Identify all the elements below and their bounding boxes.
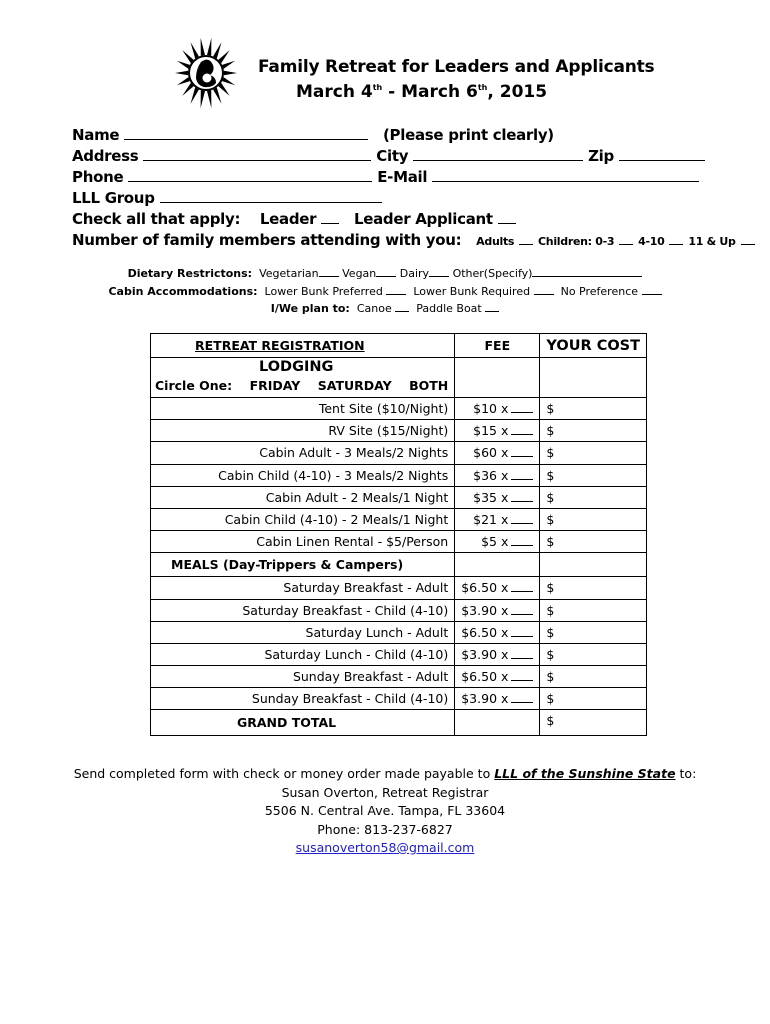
plan-canoe-field[interactable] — [395, 302, 409, 312]
lodging-cost[interactable]: $ — [540, 464, 647, 486]
table-row — [151, 621, 647, 643]
sun-ray — [213, 87, 221, 104]
grand-total-row — [151, 710, 647, 736]
children-11-up-label: 11 & Up — [688, 235, 736, 248]
dietary-vegetarian: Vegetarian — [259, 267, 319, 280]
lodging-fee: $35 x — [473, 489, 509, 505]
cabin-label: Cabin Accommodations: — [108, 285, 258, 298]
leader-label: Leader — [259, 210, 317, 228]
grand-total-label: GRAND TOTAL — [151, 710, 455, 736]
meal-fee-cell — [455, 599, 540, 621]
table-row — [151, 486, 647, 508]
lll-group-field[interactable] — [160, 189, 382, 203]
sun-ray — [201, 90, 205, 108]
children-4-10-label: 4-10 — [638, 235, 665, 248]
lodging-quantity-field[interactable] — [511, 514, 533, 524]
meals-header-row — [151, 553, 647, 577]
sun-ray — [182, 83, 193, 96]
phone-label: Phone — [72, 168, 124, 186]
meal-rows — [151, 577, 647, 710]
contact-email-link[interactable]: susanoverton58@gmail.com — [295, 840, 475, 855]
meal-quantity-field[interactable] — [511, 649, 533, 659]
sun-ray — [207, 38, 211, 56]
meal-fee-cell — [455, 621, 540, 643]
lll-group-row — [72, 189, 382, 207]
lodging-desc: Cabin Adult - 3 Meals/2 Nights — [151, 442, 455, 464]
meal-fee: $3.90 x — [461, 646, 509, 662]
plan-canoe: Canoe — [356, 302, 392, 315]
city-field[interactable] — [413, 147, 583, 161]
meal-fee: $6.50 x — [461, 669, 509, 685]
lodging-cost[interactable]: $ — [540, 531, 647, 553]
meal-cost[interactable]: $ — [540, 577, 647, 599]
meal-fee: $3.90 x — [461, 602, 509, 618]
dietary-other: Other(Specify) — [452, 267, 533, 280]
meal-fee-cell — [455, 688, 540, 710]
org-name: LLL of the Sunshine State — [494, 766, 676, 781]
dietary-vegetarian-field[interactable] — [319, 267, 339, 277]
lodging-desc: Cabin Linen Rental - $5/Person — [151, 531, 455, 553]
circle-both[interactable]: BOTH — [409, 378, 449, 393]
family-members-row — [72, 231, 755, 249]
lodging-desc: Cabin Child (4-10) - 3 Meals/2 Nights — [151, 464, 455, 486]
children-4-10-field[interactable] — [669, 235, 683, 245]
dietary-label: Dietary Restrictons: — [127, 267, 253, 280]
email-field[interactable] — [432, 168, 699, 182]
cabin-no-preference: No Preference — [560, 285, 639, 298]
meal-fee: $6.50 x — [461, 580, 509, 596]
contact-phone: Phone: 813-237-6827 — [317, 822, 453, 837]
plan-paddle-boat: Paddle Boat — [416, 302, 482, 315]
meal-fee-cell — [455, 577, 540, 599]
lodging-fee-cell — [455, 398, 540, 420]
phone-field[interactable] — [128, 168, 372, 182]
dietary-vegan-field[interactable] — [376, 267, 396, 277]
lodging-fee: $10 x — [473, 401, 509, 417]
name-field[interactable] — [124, 126, 368, 140]
lodging-fee: $60 x — [473, 445, 509, 461]
children-0-3-field[interactable] — [619, 235, 633, 245]
lodging-quantity-field[interactable] — [511, 492, 533, 502]
table-row — [151, 599, 647, 621]
address-field[interactable] — [143, 147, 371, 161]
lodging-cost[interactable]: $ — [540, 508, 647, 530]
meal-fee-cell — [455, 643, 540, 665]
dietary-dairy-field[interactable] — [429, 267, 449, 277]
lodging-desc: Cabin Child (4-10) - 2 Meals/1 Night — [151, 508, 455, 530]
meal-desc: Saturday Breakfast - Adult — [151, 577, 455, 599]
sun-ray — [207, 90, 211, 108]
meal-cost[interactable]: $ — [540, 621, 647, 643]
lodging-desc: Tent Site ($10/Night) — [151, 398, 455, 420]
lodging-fee-cell — [455, 486, 540, 508]
meal-desc: Saturday Lunch - Child (4-10) — [151, 643, 455, 665]
table-row — [151, 442, 647, 464]
circle-friday[interactable]: FRIDAY — [249, 378, 301, 393]
dietary-other-field[interactable] — [532, 267, 642, 277]
send-to: to: — [675, 766, 697, 781]
table-header-row — [151, 334, 647, 358]
circle-saturday[interactable]: SATURDAY — [317, 378, 392, 393]
lodging-quantity-field[interactable] — [511, 425, 533, 435]
sun-ray — [222, 77, 235, 85]
sun-ray — [218, 83, 229, 96]
sun-ray — [177, 61, 190, 69]
sun-ray — [201, 38, 205, 56]
table-row — [151, 464, 647, 486]
lodging-fee-cell — [455, 508, 540, 530]
dietary-dairy: Dairy — [399, 267, 430, 280]
adults-field[interactable] — [519, 235, 533, 245]
meal-desc: Sunday Breakfast - Adult — [151, 666, 455, 688]
lodging-rows — [151, 398, 647, 553]
name-row — [72, 126, 554, 144]
name-label: Name — [72, 126, 120, 144]
table-row — [151, 688, 647, 710]
meal-quantity-field[interactable] — [511, 605, 533, 615]
meal-fee: $3.90 x — [461, 691, 509, 707]
lodging-fee-cell — [455, 442, 540, 464]
family-members-label: Number of family members attending with you: — [72, 231, 462, 249]
lodging-cost[interactable]: $ — [540, 486, 647, 508]
dietary-vegan: Vegan — [342, 267, 377, 280]
contact-email-row — [0, 840, 770, 855]
sun-ray — [191, 42, 199, 59]
lodging-fee: $15 x — [473, 423, 509, 439]
meal-quantity-field[interactable] — [511, 693, 533, 703]
lodging-cost[interactable]: $ — [540, 420, 647, 442]
send-text: Send completed form with check or money order made payable to — [73, 766, 491, 781]
address-label: Address — [72, 147, 139, 165]
circle-one-row — [155, 378, 448, 393]
plan-paddle-boat-field[interactable] — [485, 302, 499, 312]
lodging-fee: $5 x — [481, 534, 509, 550]
registration-table — [150, 333, 647, 736]
sun-ray — [222, 61, 235, 69]
lodging-quantity-field[interactable] — [511, 403, 533, 413]
table-row — [151, 577, 647, 599]
table-row — [151, 398, 647, 420]
phone-row — [72, 168, 699, 186]
sun-ray — [175, 71, 188, 75]
zip-label: Zip — [588, 147, 614, 165]
table-row — [151, 508, 647, 530]
sun-ray — [218, 50, 229, 63]
meal-desc: Sunday Breakfast - Child (4-10) — [151, 688, 455, 710]
adults-label: Adults — [476, 235, 515, 248]
meal-cost[interactable]: $ — [540, 666, 647, 688]
lodging-cost[interactable]: $ — [540, 442, 647, 464]
address-row — [72, 147, 705, 165]
lodging-cost[interactable]: $ — [540, 398, 647, 420]
lodging-fee-cell — [455, 420, 540, 442]
table-row — [151, 643, 647, 665]
lll-group-label: LLL Group — [72, 189, 155, 207]
leader-applicant-label: Leader Applicant — [353, 210, 493, 228]
children-label: Children: 0-3 — [538, 235, 615, 248]
form-title: Family Retreat for Leaders and Applicants — [258, 57, 655, 77]
meal-cost[interactable]: $ — [540, 688, 647, 710]
cabin-row — [0, 285, 770, 298]
col-cost: YOUR COST — [540, 334, 647, 358]
cabin-lower-preferred-field[interactable] — [386, 285, 406, 295]
cabin-no-preference-field[interactable] — [642, 285, 662, 295]
lodging-label: LODGING — [259, 359, 334, 375]
sun-ray — [177, 77, 190, 85]
table-row — [151, 420, 647, 442]
meal-cost[interactable]: $ — [540, 599, 647, 621]
grand-total-cost[interactable]: $ — [540, 710, 647, 736]
cabin-lower-required: Lower Bunk Required — [413, 285, 531, 298]
lodging-header-row — [151, 358, 647, 398]
table-row — [151, 531, 647, 553]
meal-fee-cell — [455, 666, 540, 688]
meal-quantity-field[interactable] — [511, 671, 533, 681]
meal-desc: Saturday Breakfast - Child (4-10) — [151, 599, 455, 621]
meal-desc: Saturday Lunch - Adult — [151, 621, 455, 643]
col-registration: RETREAT REGISTRATION — [195, 338, 365, 353]
contact-address: 5506 N. Central Ave. Tampa, FL 33604 — [264, 803, 506, 818]
sun-ray — [213, 42, 221, 59]
lodging-quantity-field[interactable] — [511, 470, 533, 480]
city-label: City — [376, 147, 409, 165]
plan-row — [0, 302, 770, 315]
leader-applicant-field[interactable] — [498, 210, 516, 224]
sun-ray — [224, 71, 237, 75]
meals-label: MEALS (Day-Trippers & Campers) — [151, 553, 455, 577]
meal-cost[interactable]: $ — [540, 643, 647, 665]
email-label: E-Mail — [377, 168, 428, 186]
sun-ray — [182, 50, 193, 63]
lodging-fee-cell — [455, 464, 540, 486]
col-fee: FEE — [455, 334, 540, 358]
meal-fee: $6.50 x — [461, 624, 509, 640]
table-row — [151, 666, 647, 688]
check-all-row — [72, 210, 516, 228]
sun-ray — [191, 87, 199, 104]
mother-child-sun-logo-icon — [174, 34, 238, 112]
contact-name: Susan Overton, Retreat Registrar — [281, 785, 489, 800]
circle-one-label: Circle One: — [155, 378, 233, 393]
children-11-up-field[interactable] — [741, 235, 755, 245]
cabin-lower-required-field[interactable] — [534, 285, 554, 295]
print-note: (Please print clearly) — [383, 126, 554, 144]
zip-field[interactable] — [619, 147, 705, 161]
cabin-lower-preferred: Lower Bunk Preferred — [264, 285, 383, 298]
retreat-dates: March 4th - March 6th, 2015 — [296, 82, 548, 102]
lodging-desc: Cabin Adult - 2 Meals/1 Night — [151, 486, 455, 508]
meal-quantity-field[interactable] — [511, 627, 533, 637]
check-all-label: Check all that apply: — [72, 210, 241, 228]
lodging-desc: RV Site ($15/Night) — [151, 420, 455, 442]
lodging-quantity-field[interactable] — [511, 447, 533, 457]
lodging-fee: $36 x — [473, 467, 509, 483]
send-instructions — [0, 766, 770, 781]
lodging-fee-cell — [455, 531, 540, 553]
lodging-quantity-field[interactable] — [511, 536, 533, 546]
lodging-fee: $21 x — [473, 512, 509, 528]
meal-quantity-field[interactable] — [511, 582, 533, 592]
dietary-row — [0, 267, 770, 280]
plan-label: I/We plan to: — [270, 302, 350, 315]
leader-field[interactable] — [321, 210, 339, 224]
